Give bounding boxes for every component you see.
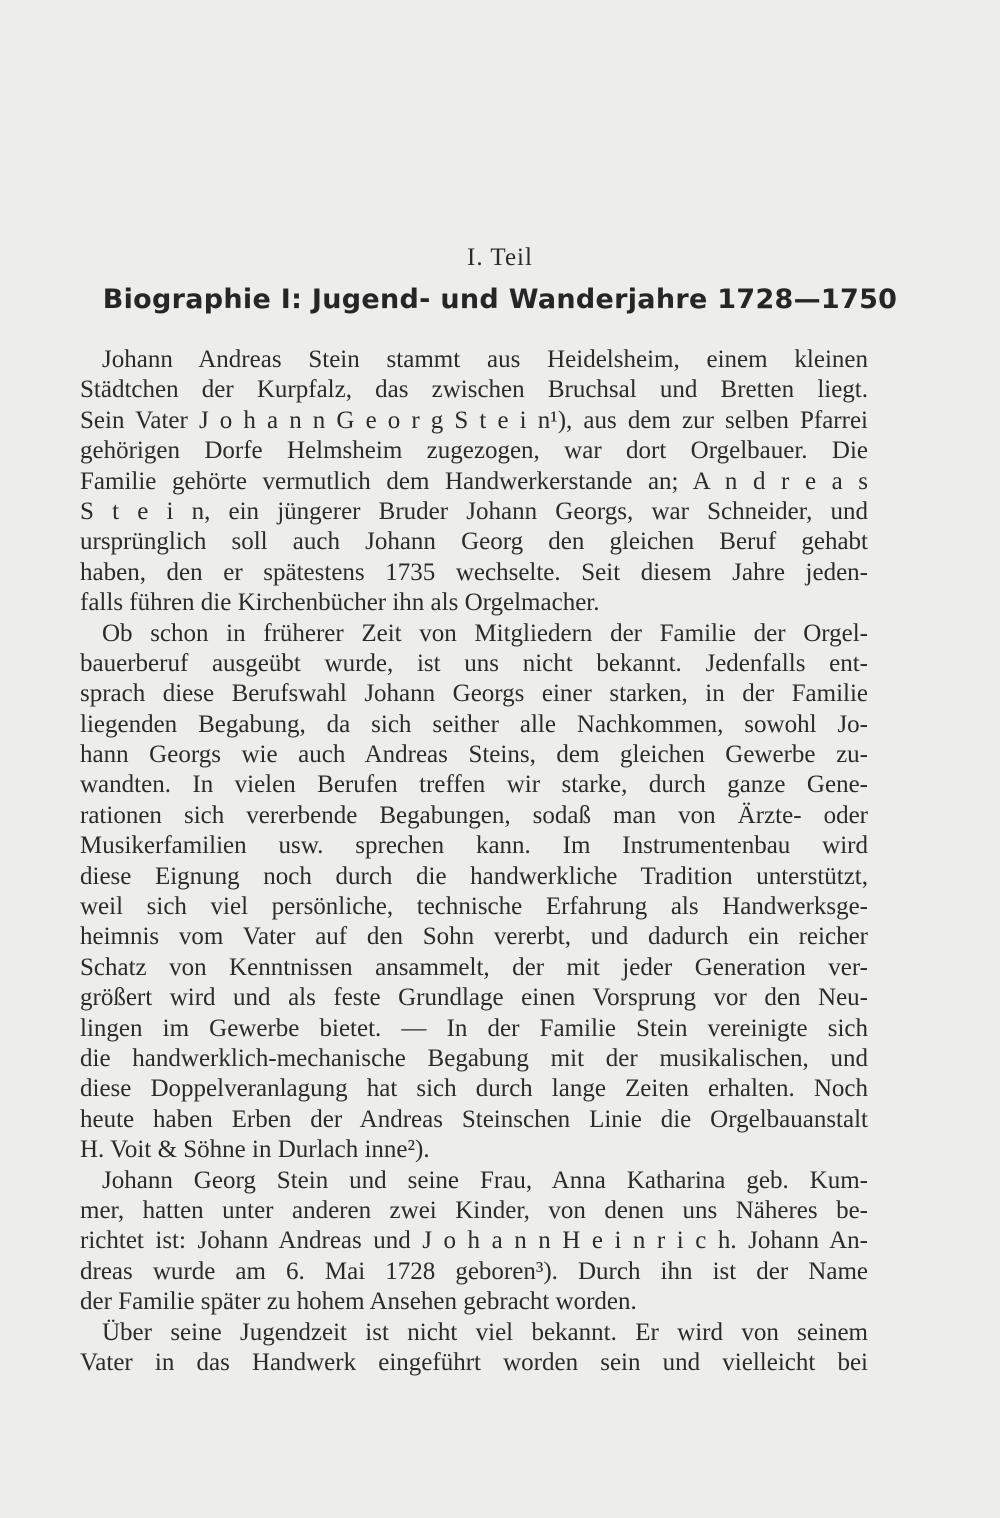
text-line: der Familie später zu hohem Ansehen gebracht worden. xyxy=(80,1288,637,1316)
text-line: S t e i n, ein jüngerer Bruder Johann Georgs, war Schneider, und xyxy=(80,497,868,525)
text-line: Vater in das Handwerk eingeführt worden sein und vielleicht bei xyxy=(80,1348,868,1376)
text-line: richtet ist: Johann Andreas und J o h a n n H e i n r i c h. Johann An- xyxy=(80,1227,868,1255)
text-line: Schatz von Kenntnissen ansammelt, der mit jeder Generation ver- xyxy=(80,953,868,981)
text-line: wandten. In vielen Berufen treffen wir starke, durch ganze Gene- xyxy=(80,771,868,799)
text-line: gehörigen Dorfe Helmsheim zugezogen, war dort Orgelbauer. Die xyxy=(80,437,868,465)
text-line: dreas wurde am 6. Mai 1728 geboren³). Durch ihn ist der Name xyxy=(80,1257,868,1285)
text-line: lingen im Gewerbe bietet. — In der Familie Stein vereinigte sich xyxy=(80,1014,868,1042)
text-line: Ob schon in früherer Zeit von Mitgliedern der Familie der Orgel- xyxy=(102,619,868,647)
text-line: diese Eignung noch durch die handwerkliche Tradition unterstützt, xyxy=(80,862,868,890)
text-line: Johann Georg Stein und seine Frau, Anna Katharina geb. Kum- xyxy=(102,1166,868,1194)
text-line: Johann Andreas Stein stammt aus Heidelsheim, einem kleinen xyxy=(102,346,868,373)
body-text xyxy=(80,345,868,1378)
text-line: diese Doppelveranlagung hat sich durch lange Zeiten erhalten. Noch xyxy=(80,1075,868,1103)
text-line: hann Georgs wie auch Andreas Steins, dem gleichen Gewerbe zu- xyxy=(80,741,868,769)
text-line: die handwerklich-mechanische Begabung mit der musikalischen, und xyxy=(80,1044,868,1072)
text-line: heimnis vom Vater auf den Sohn vererbt, und dadurch ein reicher xyxy=(80,923,868,951)
text-line: größert wird und als feste Grundlage einen Vorsprung vor den Neu- xyxy=(80,984,868,1012)
text-line: weil sich viel persönliche, technische Erfahrung als Handwerksge- xyxy=(80,893,868,921)
text-line: Städtchen der Kurpfalz, das zwischen Bruchsal und Bretten liegt. xyxy=(80,376,868,404)
text-line: haben, den er spätestens 1735 wechselte. Seit diesem Jahre jeden- xyxy=(80,558,868,586)
text-line: Familie gehörte vermutlich dem Handwerkerstande an; A n d r e a s xyxy=(80,467,868,495)
text-line: Sein Vater J o h a n n G e o r g S t e i n¹), aus dem zur selben Pfarrei xyxy=(80,406,868,434)
text-line: ursprünglich soll auch Johann Georg den gleichen Beruf gehabt xyxy=(80,528,868,556)
text-line: liegenden Begabung, da sich seither alle Nachkommen, sowohl Jo- xyxy=(80,710,868,738)
text-line: Musikerfamilien usw. sprechen kann. Im Instrumentenbau wird xyxy=(80,832,868,860)
chapter-title: Biographie I: Jugend- und Wanderjahre 1728—1750 xyxy=(102,284,898,315)
text-line: heute haben Erben der Andreas Steinschen Linie die Orgelbauanstalt xyxy=(80,1105,868,1133)
part-title: I. Teil xyxy=(467,244,533,271)
text-line: mer, hatten unter anderen zwei Kinder, von denen uns Näheres be- xyxy=(80,1196,868,1224)
text-line: bauerberuf ausgeübt wurde, ist uns nicht bekannt. Jedenfalls ent- xyxy=(80,649,868,677)
text-line: rationen sich vererbende Begabungen, sodaß man von Ärzte- oder xyxy=(80,801,868,829)
text-line: Über seine Jugendzeit ist nicht viel bekannt. Er wird von seinem xyxy=(102,1318,868,1346)
text-line: falls führen die Kirchenbücher ihn als Orgelmacher. xyxy=(80,589,600,617)
text-line: H. Voit & Söhne in Durlach inne²). xyxy=(80,1136,430,1164)
text-line: sprach diese Berufswahl Johann Georgs einer starken, in der Familie xyxy=(80,680,868,708)
